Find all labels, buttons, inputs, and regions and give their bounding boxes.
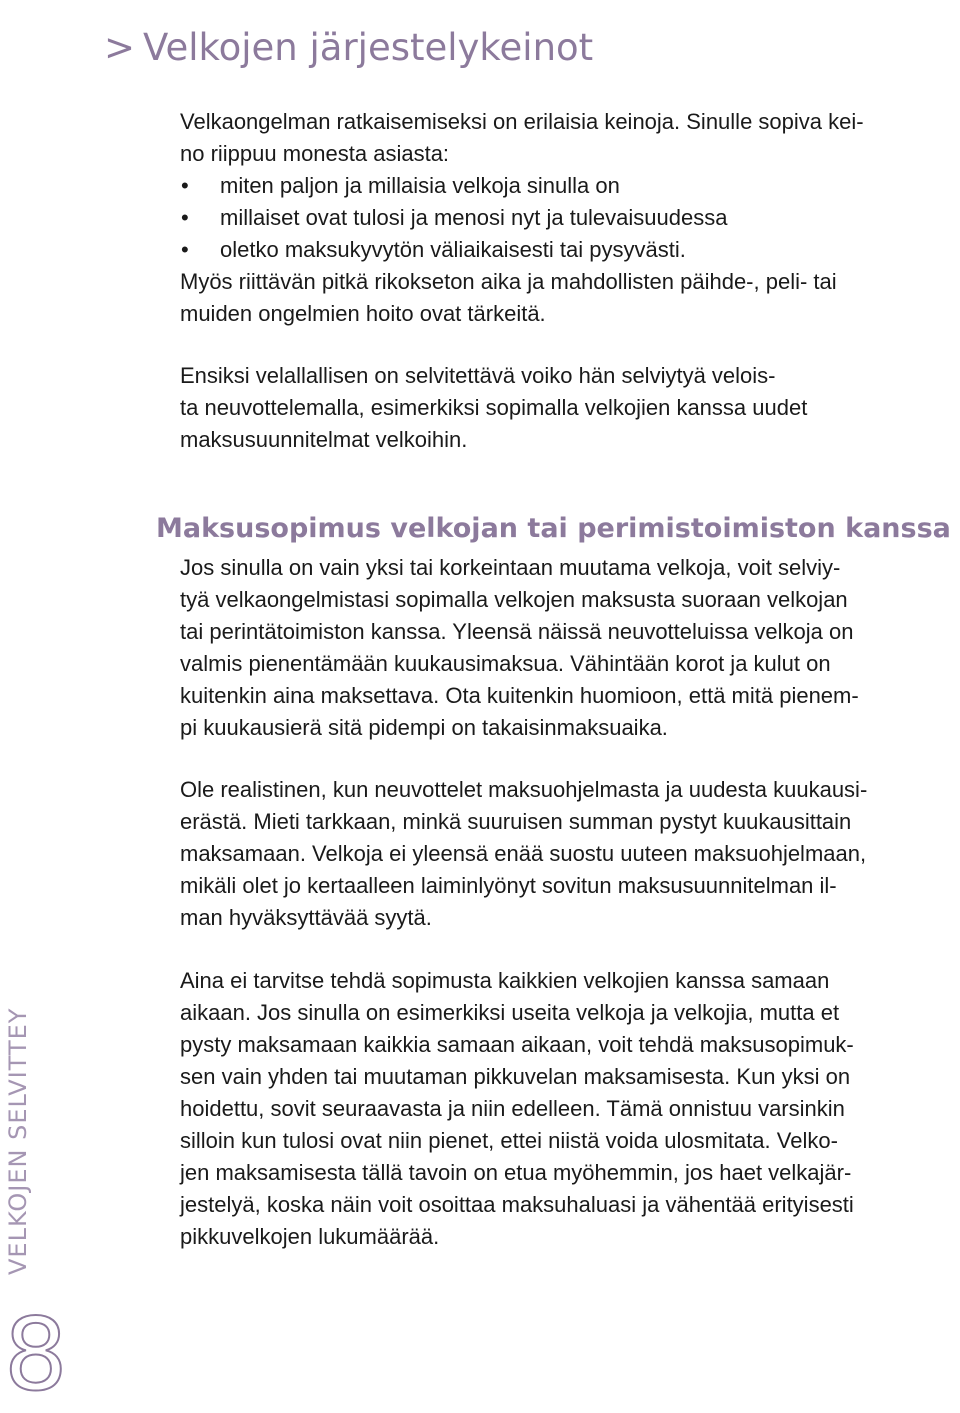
page-heading <box>104 25 593 71</box>
bullet-text: millaiset ovat tulosi ja menosi nyt ja tulevaisuudessa <box>220 205 728 230</box>
sidebar-title-text: VELKOJEN SELVITTEY <box>4 1007 32 1275</box>
paragraph-line: tyä velkaongelmistasi sopimalla velkojen maksusta suoraan velkojan <box>180 587 848 612</box>
paragraph-line: jen maksamisesta tällä tavoin on etua myöhemmin, jos haet velkajär- <box>180 1160 852 1185</box>
bullet-dot: • <box>181 237 189 262</box>
paragraph-line: sen vain yhden tai muutaman pikkuvelan maksamisesta. Kun yksi on <box>180 1064 851 1089</box>
first-paragraph <box>180 360 960 456</box>
paragraph-line: tai perintätoimiston kanssa. Yleensä näissä neuvotteluissa velkoja on <box>180 619 854 644</box>
bullet-item <box>180 202 960 234</box>
section-heading: Maksusopimus velkojan tai perimistoimiston kanssa <box>156 513 951 545</box>
intro-line: no riippuu monesta asiasta: <box>180 141 450 166</box>
paragraph-line: aikaan. Jos sinulla on esimerkiksi useita velkoja ja velkojia, mutta et <box>180 1000 840 1025</box>
intro-line: Myös riittävän pitkä rikokseton aika ja mahdollisten päihde-, peli- tai <box>180 269 837 294</box>
paragraph-line: pysty maksamaan kaikkia samaan aikaan, voit tehdä maksusopimuk- <box>180 1032 854 1057</box>
intro-paragraph <box>180 106 960 330</box>
paragraph-line: pi kuukausierä sitä pidempi on takaisinmaksuaika. <box>180 715 668 740</box>
paragraph-line: Jos sinulla on vain yksi tai korkeintaan muutama velkoja, voit selviy- <box>180 555 841 580</box>
bullet-item <box>180 170 960 202</box>
contract-paragraph <box>180 552 960 744</box>
intro-line: Velkaongelman ratkaisemiseksi on erilaisia keinoja. Sinulle sopiva kei- <box>180 109 864 134</box>
paragraph-line: man hyväksyttävää syytä. <box>180 905 432 930</box>
paragraph-line: valmis pienentämään kuukausimaksua. Vähintään korot ja kulut on <box>180 651 831 676</box>
paragraph-line: Ensiksi velallallisen on selvitettävä voiko hän selviytyä velois- <box>180 363 776 388</box>
paragraph-line: ta neuvottelemalla, esimerkiksi sopimalla velkojien kanssa uudet <box>180 395 808 420</box>
sidebar-title <box>3 1007 33 1275</box>
realistic-paragraph <box>180 774 960 934</box>
paragraph-line: pikkuvelkojen lukumäärää. <box>180 1224 440 1249</box>
bullet-dot: • <box>181 205 189 230</box>
bullet-text: miten paljon ja millaisia velkoja sinulla on <box>220 173 620 198</box>
bullet-item <box>180 234 960 266</box>
paragraph-line: maksamaan. Velkoja ei yleensä enää suostu uuteen maksuohjelmaan, <box>180 841 867 866</box>
bullet-dot: • <box>181 173 189 198</box>
heading-marker: > <box>104 25 136 69</box>
always-paragraph <box>180 965 960 1253</box>
paragraph-line: Ole realistinen, kun neuvottelet maksuohjelmasta ja uudesta kuukausi- <box>180 777 868 802</box>
page-number: 8 <box>4 1296 68 1413</box>
paragraph-line: hoidettu, sovit seuraavasta ja niin edelleen. Tämä onnistuu varsinkin <box>180 1096 845 1121</box>
heading-title: Velkojen järjestelykeinot <box>143 25 594 69</box>
paragraph-line: mikäli olet jo kertaalleen laiminlyönyt sovitun maksusuunnitelman il- <box>180 873 837 898</box>
paragraph-line: Aina ei tarvitse tehdä sopimusta kaikkien velkojien kanssa samaan <box>180 968 830 993</box>
paragraph-line: maksusuunnitelmat velkoihin. <box>180 427 468 452</box>
bullet-text: oletko maksukyvytön väliaikaisesti tai pysyvästi. <box>220 237 686 262</box>
paragraph-line: jestelyä, koska näin voit osoittaa maksuhaluasi ja vähentää erityisesti <box>180 1192 854 1217</box>
intro-line: muiden ongelmien hoito ovat tärkeitä. <box>180 301 546 326</box>
paragraph-line: erästä. Mieti tarkkaan, minkä suuruisen summan pystyt kuukausittain <box>180 809 852 834</box>
paragraph-line: silloin kun tulosi ovat niin pienet, ettei niistä voida ulosmitata. Velko- <box>180 1128 838 1153</box>
paragraph-line: kuitenkin aina maksettava. Ota kuitenkin huomioon, että mitä pienem- <box>180 683 859 708</box>
